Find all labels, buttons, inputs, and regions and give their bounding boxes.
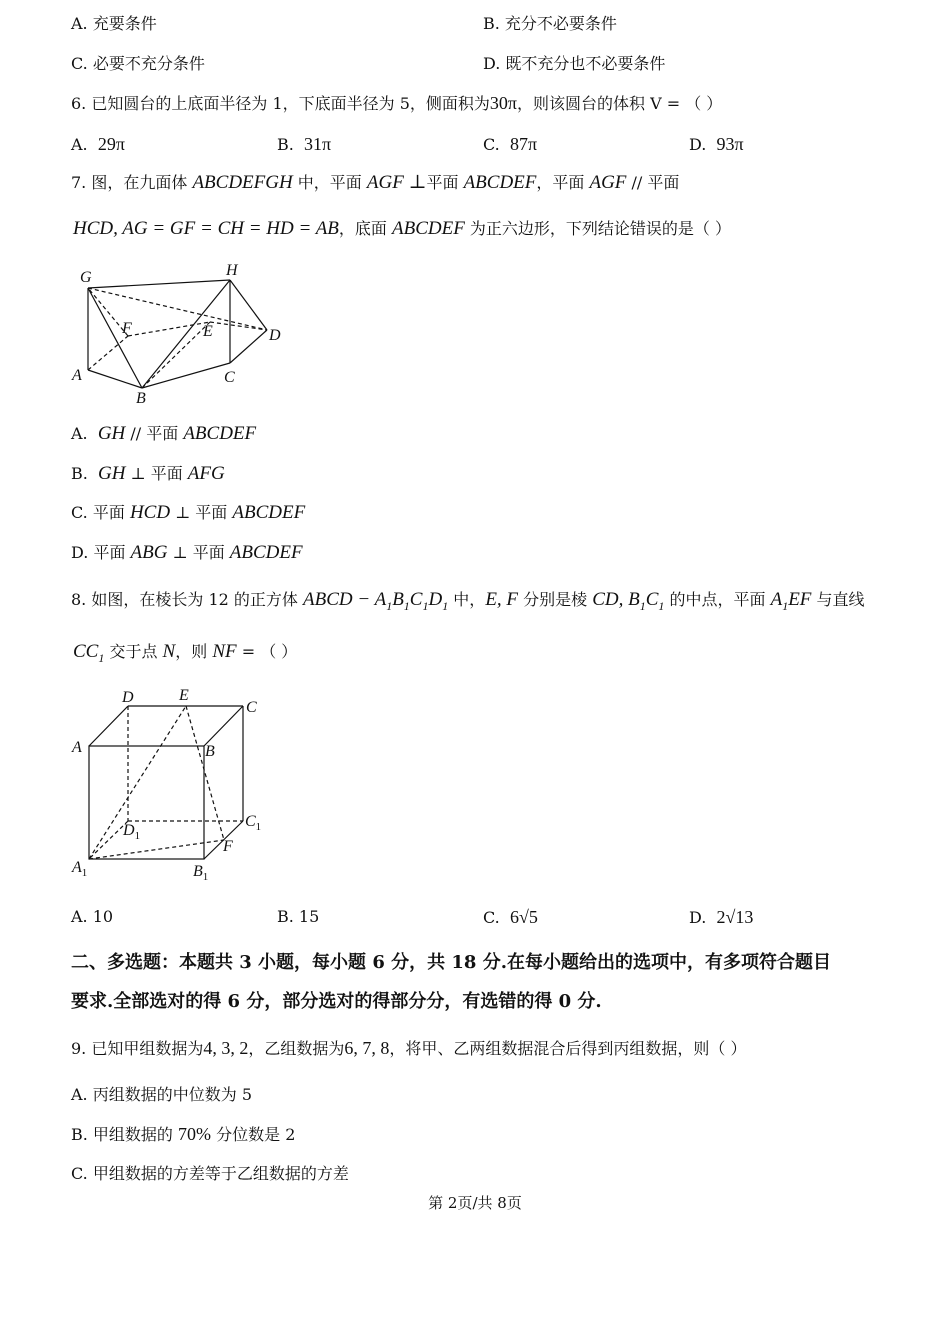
label-h: H (226, 262, 238, 279)
q5-option-b: B. 充分不必要条件 (483, 14, 617, 33)
q8-option-b: B. 15 (277, 907, 320, 926)
label-d1: $D_1$ (123, 822, 141, 842)
q9-option-b: B. 甲组数据的 70% 分位数是 2 (71, 1124, 296, 1144)
q8-option-a: A. 10 (71, 907, 114, 926)
q7-stem-line1: 7. 图，在九面体 ABCDEFGH 中，平面 AGF ⊥平面 ABCDEF，平面 AGF // 平面 (71, 172, 680, 193)
label-a: A (72, 367, 82, 384)
q5-option-d: D. 既不充分也不必要条件 (483, 54, 666, 73)
label-c: C (246, 699, 257, 716)
q6-option-c: C. 87π (483, 134, 538, 154)
label-b: B (136, 390, 146, 407)
q9-stem: 9. 已知甲组数据为4, 3, 2，乙组数据为6, 7, 8，将甲、乙两组数据混合后得到丙组数据，则（ ） (71, 1038, 747, 1058)
label-f: F (122, 320, 132, 337)
label-e: E (179, 687, 189, 704)
label-a1: $A_1$ (72, 859, 88, 879)
label-f: F (223, 838, 233, 855)
label-c: C (224, 369, 235, 386)
q8-stem-line1: 8. 如图，在棱长为 12 的正方体 ABCD − $A_1B_1C_1D_1$ 中，E, F 分别是棱 CD, $B_1C_1$ 的中点，平面 $A_1EF$ 与直线 (71, 589, 865, 613)
q7-option-c: C. 平面 HCD ⊥ 平面 ABCDEF (71, 502, 306, 523)
q8-stem-line2: $CC_1$ 交于点 N，则 NF = （ ） (73, 641, 298, 665)
q6-option-b: B. 31π (277, 134, 332, 154)
q7-option-b: B. GH ⊥ 平面 AFG (71, 463, 225, 484)
label-c1: $C_1$ (245, 813, 262, 833)
page-number: 第 2页/共 8页 (428, 1194, 522, 1212)
label-a: A (72, 739, 82, 756)
q5-option-c: C. 必要不充分条件 (71, 54, 205, 73)
label-e: E (203, 323, 213, 340)
q7-stem-line2: HCD, AG = GF = CH = HD = AB，底面 ABCDEF 为正六边形，下列结论错误的是（ ） (73, 218, 732, 239)
q7-option-a: A. GH // 平面 ABCDEF (71, 423, 257, 444)
q5-option-a: A. 充要条件 (71, 14, 157, 33)
q9-option-c: C. 甲组数据的方差等于乙组数据的方差 (71, 1164, 349, 1183)
section2-title-line2: 要求.全部选对的得 6 分，部分选对的得部分分，有选错的得 0 分. (71, 991, 602, 1012)
label-g: G (80, 269, 92, 286)
q6-option-a: A. 29π (71, 134, 125, 154)
q8-cube-figure (60, 680, 280, 890)
label-d: D (269, 327, 281, 344)
q6-stem: 6. 已知圆台的上底面半径为 1，下底面半径为 5，侧面积为30π，则该圆台的体积 V = （ ） (71, 93, 723, 113)
q8-option-d: D. 2√13 (689, 907, 754, 927)
q7-nonahedron-figure (60, 258, 300, 408)
q6-option-d: D. 93π (689, 134, 744, 154)
section2-title-line1: 二、多选题：本题共 3 小题，每小题 6 分，共 18 分.在每小题给出的选项中，有多项符合题目 (71, 952, 831, 973)
label-b1: $B_1$ (193, 863, 209, 883)
label-b: B (205, 743, 215, 760)
q8-option-c: C. 6√5 (483, 907, 538, 927)
label-d: D (122, 689, 134, 706)
q7-option-d: D. 平面 ABG ⊥ 平面 ABCDEF (71, 542, 303, 563)
q9-option-a: A. 丙组数据的中位数为 5 (71, 1085, 252, 1104)
